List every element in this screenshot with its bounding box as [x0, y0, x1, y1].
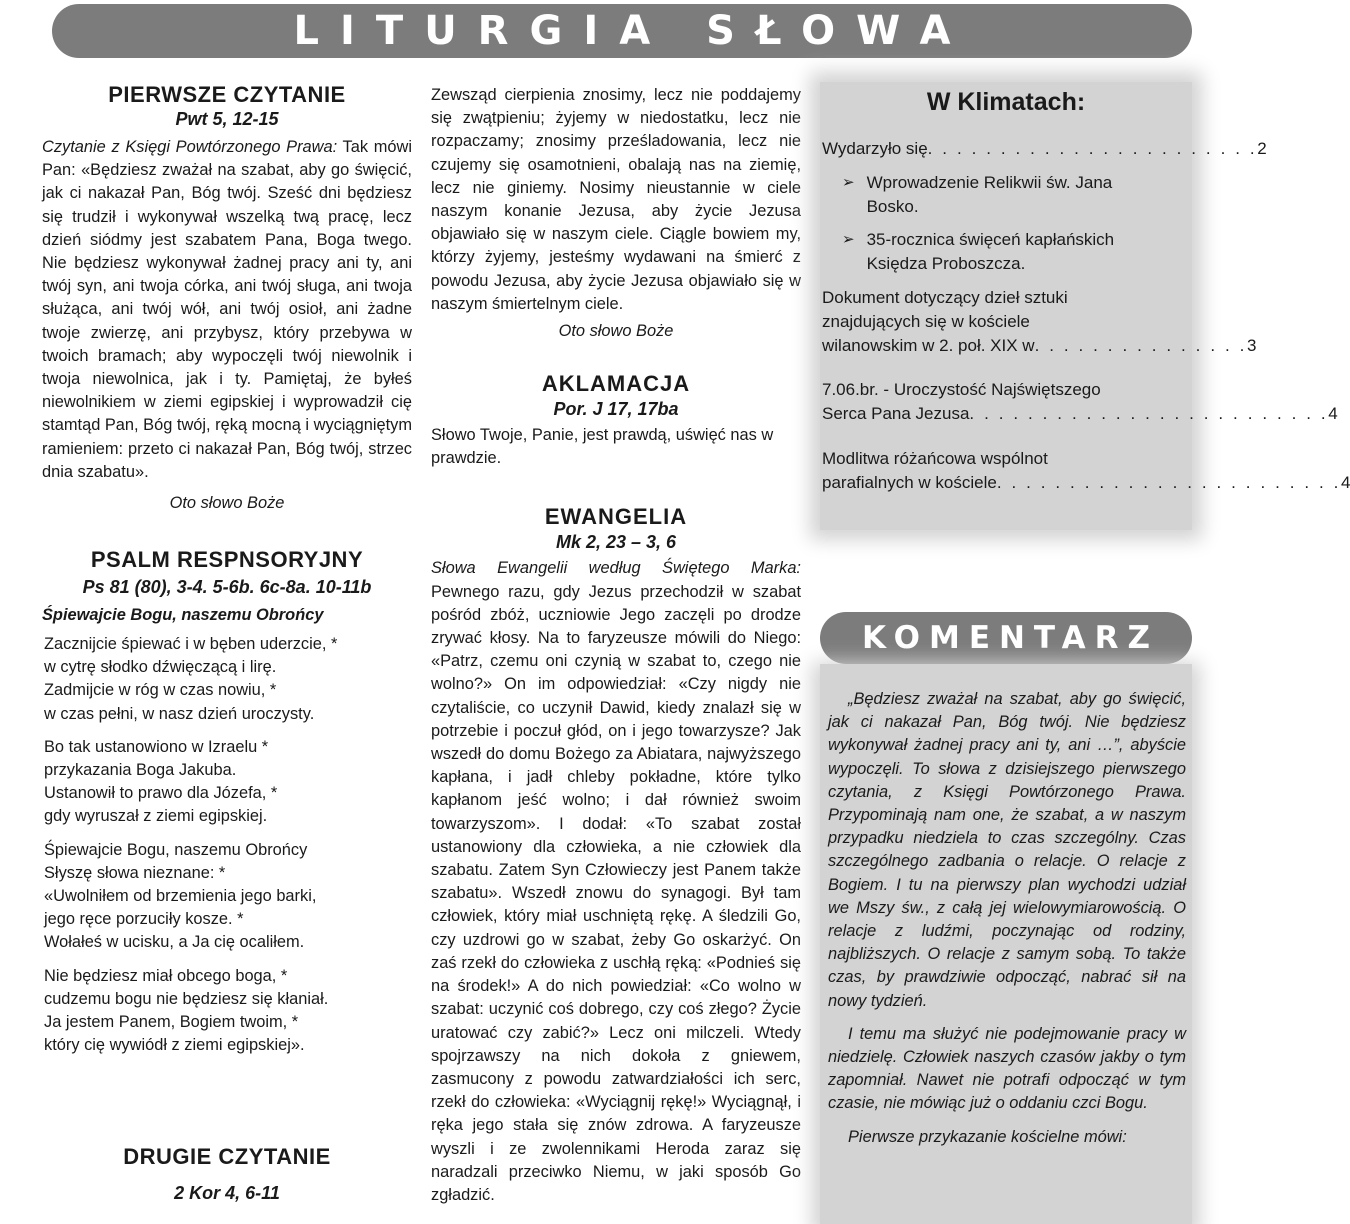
arrow-right-icon: ➢ — [842, 174, 855, 191]
psalm-line: Zadmijcie w róg w czas nowiu, * — [44, 681, 277, 700]
commentary-banner — [820, 612, 1192, 664]
first-reading-text — [42, 136, 412, 484]
psalm-line: w czas pełni, w nasz dzień uroczysty. — [44, 704, 315, 723]
first-reading-body: Tak mówi Pan: «Będziesz zważał na szabat, aby go święcić, jak ci nakazał Pan, Bóg twój. Sześć dni będziesz się trudził i wykonywał wszelką twą pracę, lecz dzień siódmy jest szabatem Pana, Boga twego. Nie będziesz wykonywał żadnej pracy ani ty, ani twój syn, ani twoja córka, ani twój sługa, ani twoja służąca, ani twój wół, ani twój osioł, ani żadne twoje zwierzę, ani przybysz, który przebywa w twoich bramach; aby wypoczęli twój niewolnik i twoja niewolnica, jak i ty. Pamiętaj, że byłeś niewolnikiem w ziemi egipskiej i wyprowadził cię stamtąd Pan, Bóg twój, ręką mocną i wyciągniętym ramieniem: przeto ci nakazał Pan, Bóg twój, strzec dnia szabatu». — [42, 138, 412, 481]
contents-item-dots: . . . . . . . . . . . . . . . . . . . . . . . . . — [969, 404, 1329, 423]
contents-item — [822, 447, 1350, 495]
psalm-line: Ustanowił to prawo dla Józefa, * — [44, 784, 278, 803]
contents-item-page: 3 — [1246, 336, 1257, 355]
contents-title: W Klimatach: — [926, 88, 1086, 116]
contents-subitem-label: Wprowadzenie Relikwii św. Jana Bosko. — [866, 173, 1113, 216]
second-reading-closing: Oto słowo Boże — [558, 322, 674, 341]
psalm-line: przykazania Boga Jakuba. — [44, 761, 237, 780]
contents-item-label: wilanowskim w 2. poł. XIX w — [822, 336, 1035, 355]
contents-item-label: Wydarzyło się — [822, 139, 928, 158]
commentary-paragraph: „Będziesz zważał na szabat, aby go święcić, jak ci nakazał Pan, Bóg twój. Nie będziesz wykonywał żadnej pracy ani ty, ani …”, abyście wypoczęli. To słowa z dzisiejszego pierwszego czytania, z Księgi Powtórzonego Prawa. Przypominają nam one, że szabat, a w naszym przypadku niedziela to czas szczególny. Czas szczególnego zadbania o relacje. O relacje z Bogiem. I tu na pierwszy plan wychodzi udział we Mszy św., z całą jej wielowymiarowością. O relacje z ludźmi, poczynając od rodziny, najbliższych. O relacje z samym sobą. To także czas, by prawdziwie odpocząć, nabrać sił na nowy tydzień. — [828, 690, 1186, 1010]
psalm-reference: Ps 81 (80), 3-4. 5-6b. 6c-8a. 10-11b — [82, 577, 372, 598]
psalm-stanza-4 — [44, 965, 412, 1058]
psalm-heading: PSALM RESPNSORYJNY — [90, 547, 364, 573]
psalm-line: Bo tak ustanowiono w Izraelu * — [44, 737, 269, 756]
commentary-title: KOMENTARZ — [861, 620, 1160, 656]
psalm-line: Zacznijcie śpiewać i w bęben uderzcie, * — [44, 635, 338, 654]
first-reading-heading: PIERWSZE CZYTANIE — [108, 82, 346, 107]
contents-item-label: 7.06.br. - Uroczystość Najświętszego — [822, 380, 1101, 399]
contents-item-label: znajdujących się w kościele — [822, 312, 1030, 331]
psalm-line: który cię wywiódł z ziemi egipskiej». — [44, 1036, 305, 1055]
column-left — [42, 78, 412, 1203]
contents-item-label: Serca Pana Jezusa — [822, 404, 970, 423]
psalm-stanza-1 — [44, 633, 412, 726]
contents-subitem — [842, 228, 1162, 276]
first-reading-reference: Pwt 5, 12-15 — [175, 109, 279, 129]
page-banner — [52, 4, 1192, 58]
contents-box — [820, 82, 1350, 530]
gospel-intro: Słowa Ewangelii według Świętego Marka: — [431, 559, 801, 578]
acclamation-text: Słowo Twoje, Panie, jest prawdą, uświęć nas w prawdzie. — [431, 426, 774, 468]
arrow-right-icon: ➢ — [842, 231, 855, 248]
psalm-line: Śpiewajcie Bogu, naszemu Obrońcy — [44, 840, 308, 859]
gospel-body: Pewnego razu, gdy Jezus przechodził w szabat pośród zbóż, uczniowie Jego zaczęli po drodze zrywać kłosy. Na to faryzeusze mówili do Niego: «Patrz, czemu oni czynią w szabat to, czego nie wolno?» On im odpowiedział: «Czy nigdy nie czytaliście, co uczynił Dawid, kiedy znalazł się w potrzebie i poczuł głód, on i jego towarzysze? Jak wszedł do domu Bożego za Abiatara, najwyższego kapłana, i jadł chleby pokładne, które tylko kapłanom jeść wolno; i dał również swoim towarzyszom». I dodał: «To szabat został ustanowiony dla człowieka, a nie człowiek dla szabatu. Zatem Syn Człowieczy jest Panem także szabatu». Wszedł znowu do synagogi. Był tam człowiek, który miał uschniętą rękę. A śledzili Go, czy uzdrowi go w szabat, żeby Go oskarżyć. On zaś rzekł do człowieka z uschłą ręką: «Podnieś się na środek!» A do nich powiedział: «Co wolno w szabat: uczynić coś dobrego, czy coś złego? Życie uratować czy zabić?» Lecz oni milczeli. Wtedy spojrzawszy na nich dokoła z gniewem, zasmucony z powodu zatwardziałości ich serc, rzekł do człowieka: «Wyciągnij rękę!» Wyciągnął, i ręka jego stała się znów zdrowa. A faryzeusze wyszli i ze zwolennikami Heroda zaraz się naradzali przeciwko Niemu, w jaki sposób Go zgładzić. — [431, 582, 801, 1204]
contents-subitem — [842, 171, 1162, 219]
gospel-text — [431, 557, 801, 1207]
psalm-line: gdy wyruszał z ziemi egipskiej. — [44, 807, 268, 826]
commentary-paragraph: Pierwsze przykazanie kościelne mówi: — [848, 1127, 1127, 1146]
gospel-reference: Mk 2, 23 – 3, 6 — [555, 532, 677, 553]
psalm-line: cudzemu bogu nie będziesz się kłaniał. — [44, 989, 329, 1008]
psalm-line: Słyszę słowa nieznane: * — [44, 863, 226, 882]
contents-item-label: parafialnych w kościele — [822, 473, 997, 492]
psalm-stanza-3 — [44, 839, 412, 955]
gospel-heading: EWANGELIA — [544, 504, 688, 530]
contents-item-label: Modlitwa różańcowa wspólnot — [822, 449, 1048, 468]
contents-item — [822, 378, 1338, 426]
first-reading-closing: Oto słowo Boże — [169, 494, 285, 513]
psalm-line: jego ręce porzuciły kosze. * — [44, 910, 244, 929]
contents-item — [822, 137, 1267, 161]
contents-item-label: Dokument dotyczący dzieł sztuki — [822, 288, 1068, 307]
contents-item-page: 2 — [1257, 139, 1267, 158]
banner-title: LITURGIA SŁOWA — [293, 8, 972, 54]
psalm-line: w cytrę słodko dźwięczącą i lirę. — [44, 658, 277, 677]
psalm-line: «Uwolniłem od brzemienia jego barki, — [44, 887, 317, 906]
contents-subitem-label: 35-rocznica święceń kapłańskich Księdza Proboszcza. — [866, 230, 1115, 273]
psalm-stanza-2 — [44, 736, 412, 829]
contents-item-page: 4 — [1341, 473, 1350, 492]
commentary-paragraph: I temu ma służyć nie podejmowanie pracy w niedzielę. Człowiek naszych czasów jakby o tym zapomniał. Nawet nie potrafi odpocząć w tym czasie, nie mówiąc już o oddaniu czci Bogu. — [828, 1024, 1186, 1113]
second-reading-continuation: Zewsząd cierpienia znosimy, lecz nie poddajemy się zwątpieniu; żyjemy w niedostatku, lecz nie rozpaczamy; znosimy prześladowania, lecz nie czujemy się osamotnieni, obalają nas na ziemię, lecz nie giniemy. Nosimy nieustannie w ciele naszym konanie Jezusa, aby życie Jezusa objawiało się w naszym ciele. Ciągle bowiem my, którzy żyjemy, jesteśmy wydawani na śmierć z powodu Jezusa, aby życie Jezusa objawiało się w naszym śmiertelnym ciele. — [431, 86, 801, 313]
acclamation-reference: Por. J 17, 17ba — [553, 399, 679, 420]
contents-item — [822, 286, 1257, 358]
commentary-text — [828, 688, 1186, 1159]
contents-item-dots: . . . . . . . . . . . . . . . — [1034, 336, 1247, 355]
second-reading-heading: DRUGIE CZYTANIE — [123, 1144, 331, 1169]
contents-item-page: 4 — [1328, 404, 1338, 423]
psalm-line: Wołałeś w ucisku, a Ja cię ocaliłem. — [44, 933, 305, 952]
acclamation-heading: AKLAMACJA — [541, 371, 691, 397]
psalm-line: Nie będziesz miał obcego boga, * — [44, 966, 288, 985]
contents-item-dots: . . . . . . . . . . . . . . . . . . . . . . . . — [996, 473, 1341, 492]
contents-item-dots: . . . . . . . . . . . . . . . . . . . . . . . — [927, 139, 1258, 158]
column-middle — [431, 84, 801, 1207]
psalm-line: Ja jestem Panem, Bogiem twoim, * — [44, 1013, 299, 1032]
psalm-refrain: Śpiewajcie Bogu, naszemu Obrońcy — [42, 606, 324, 625]
first-reading-intro: Czytanie z Księgi Powtórzonego Prawa: — [42, 138, 338, 156]
commentary-box — [820, 664, 1192, 1224]
second-reading-reference: 2 Kor 4, 6-11 — [174, 1183, 280, 1203]
